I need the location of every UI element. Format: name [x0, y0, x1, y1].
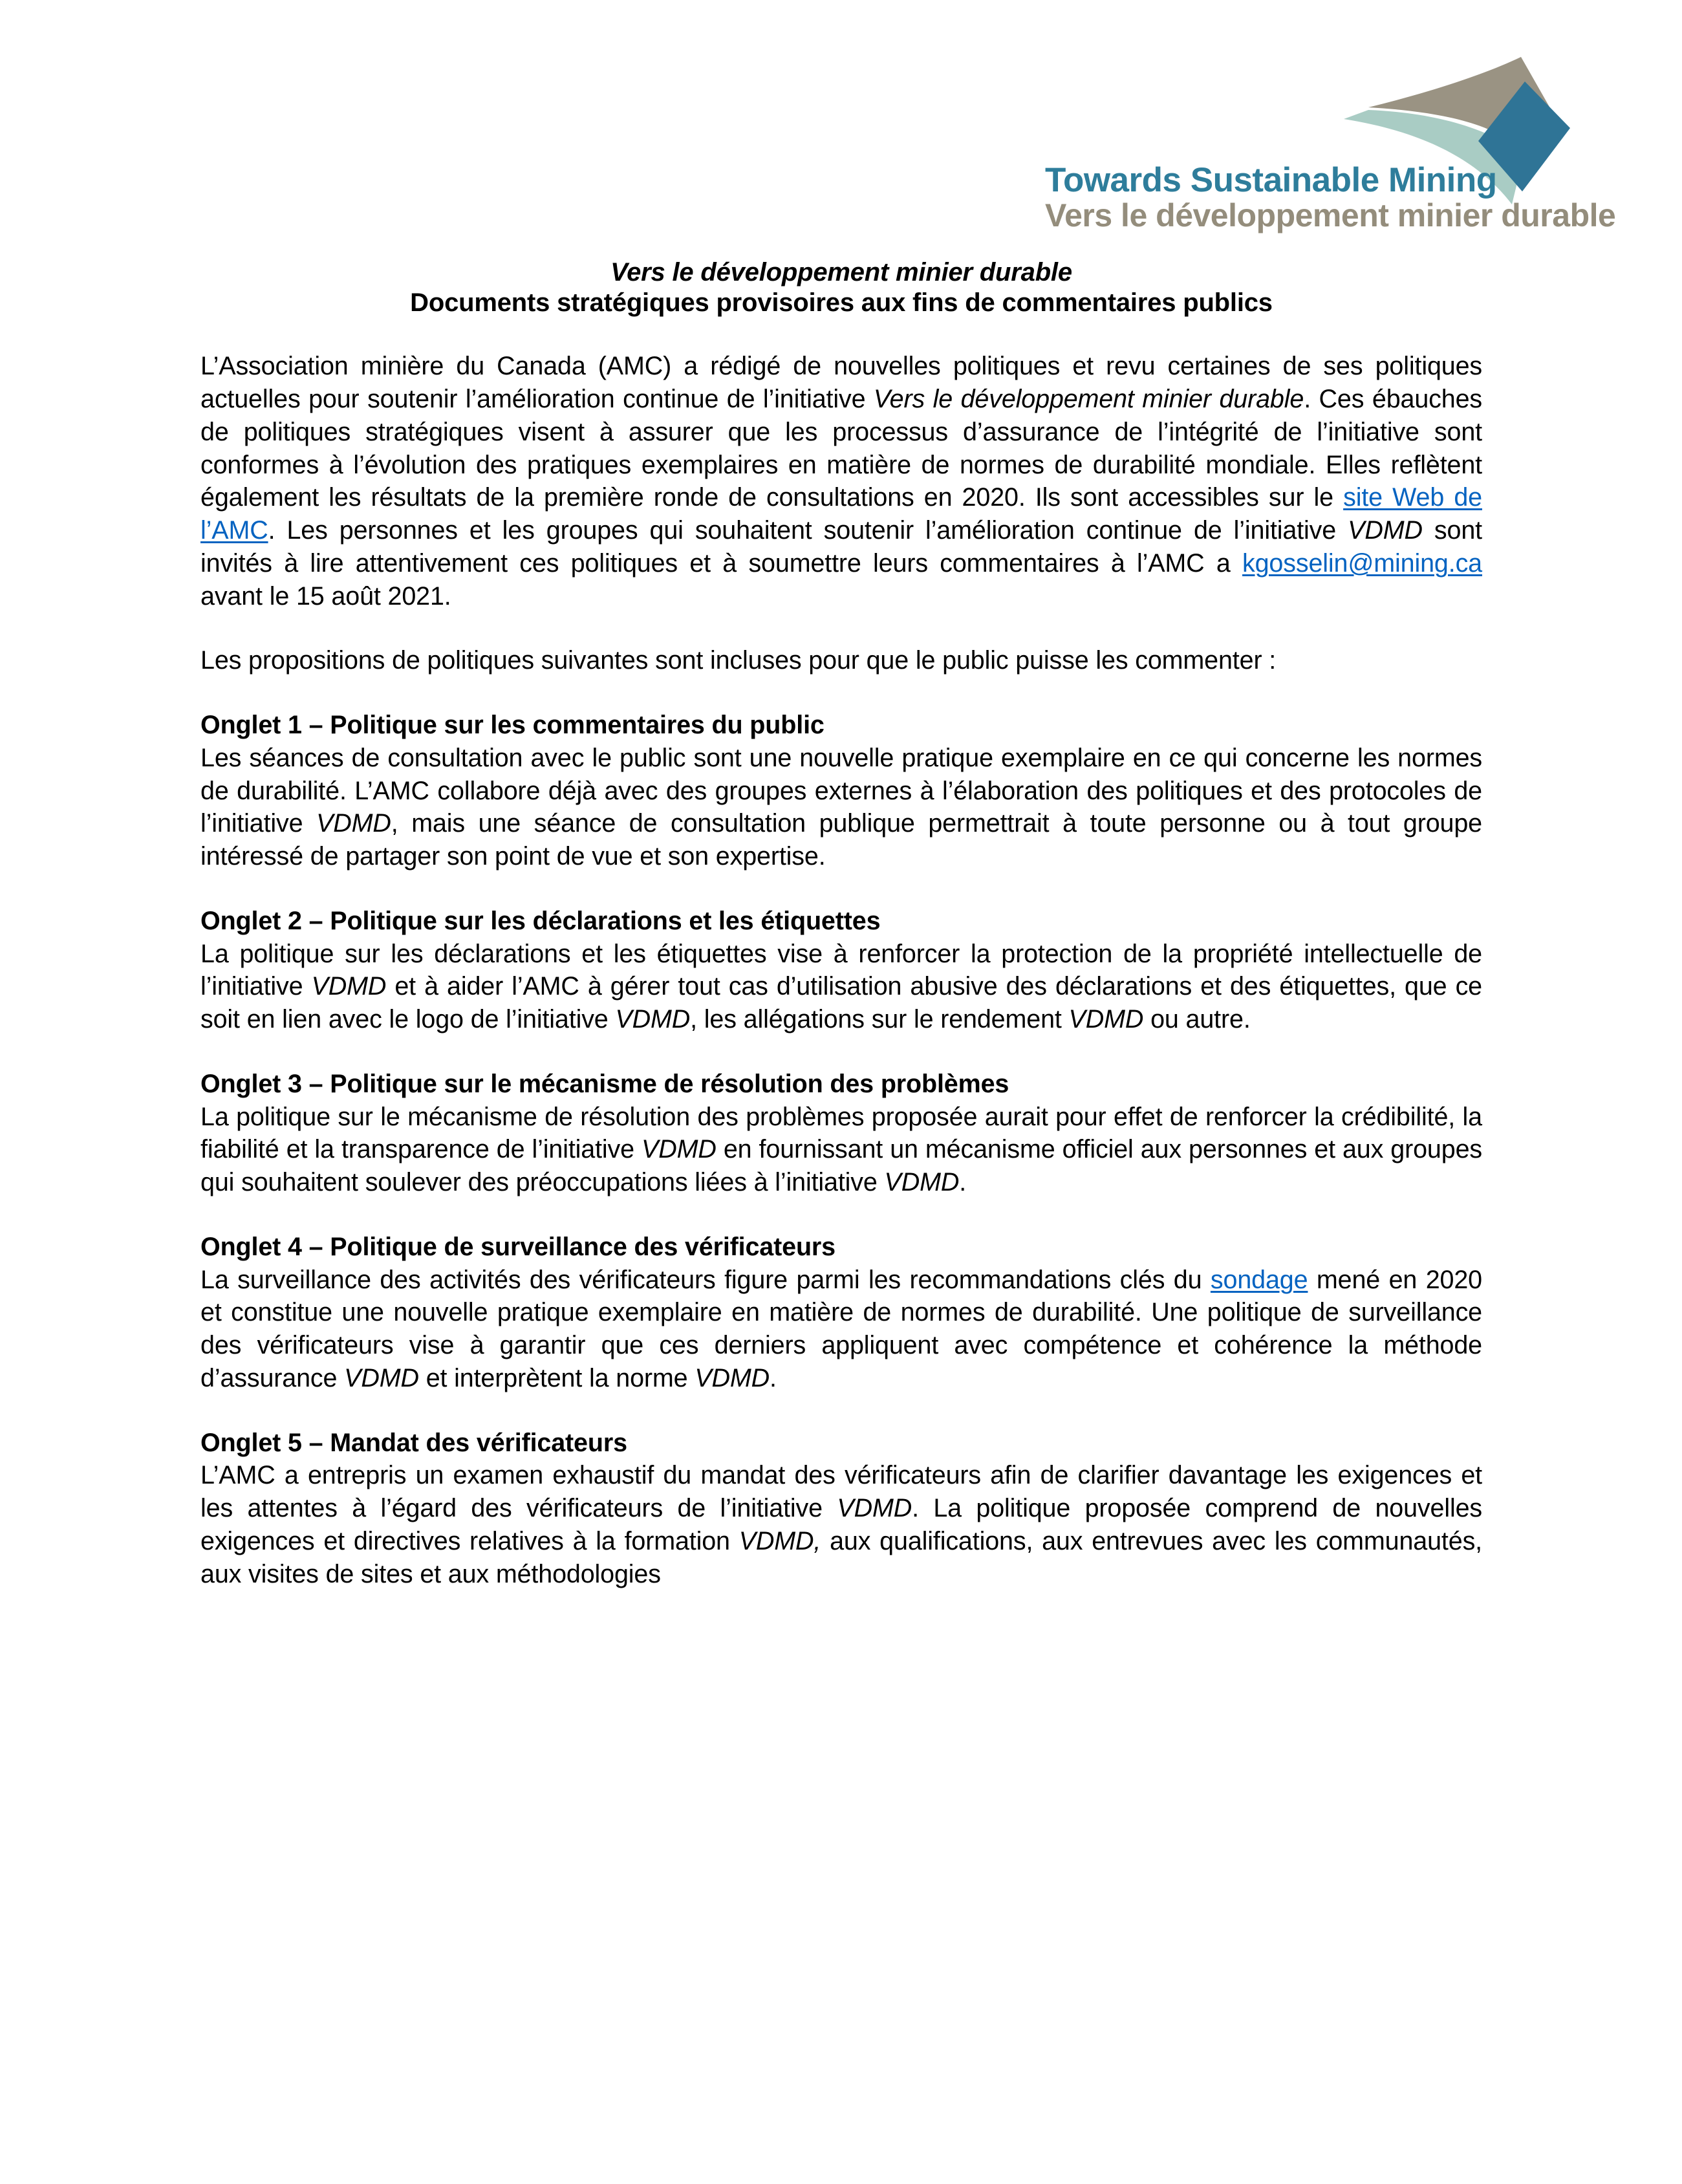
onglet4-text-3: et interprètent la norme [418, 1363, 695, 1392]
onglet3-text-1: La politique sur le mécanisme de résolution des problèmes proposée aurait pour effet de renforcer la crédibilité, la fiabilité et la transparence de l’initiative [200, 1102, 1482, 1164]
onglet5-text-2: . La politique proposée comprend de nouvelles exigences et directives relatives à la formation [200, 1494, 1482, 1555]
section-body-onglet-3 [200, 1101, 1482, 1199]
tsm-logo-text [1045, 160, 1616, 233]
onglet2-italic-2: VDMD [615, 1005, 691, 1034]
title-line-2: Documents stratégiques provisoires aux fins de commentaires publics [410, 288, 1273, 318]
onglet4-text-2: mené en 2020 et constitue une nouvelle pratique exemplaire en matière de normes de durabilité. Une politique de surveillance des vérificateurs vise à garantir que ces derniers appliquent avec compétence et cohérence la méthode d’assurance [200, 1265, 1482, 1392]
section-body-onglet-2 [200, 938, 1482, 1036]
intro-text-4: sont invités à lire attentivement ces politiques et à soumettre leurs commentaires à l’AMC a [200, 516, 1482, 578]
onglet1-text-1: Les séances de consultation avec le public sont une nouvelle pratique exemplaire en ce qui concerne les normes de durabilité. L’AMC collabore déjà avec des groupes externes à l’élaboration des politiques et des protocoles de l’initiative [200, 743, 1482, 838]
onglet2-text-2: et à aider l’AMC à gérer tout cas d’utilisation abusive des déclarations et des étiquettes, que ce soit en lien avec le logo de l’initiative [200, 972, 1482, 1034]
intro-italic-1: Vers le développement minier durable [873, 385, 1304, 414]
onglet3-italic-1: VDMD [642, 1135, 717, 1164]
intro-text-1: L’Association minière du Canada (AMC) a rédigé de nouvelles politiques et revu certaines de ses politiques actuelles pour soutenir l’amélioration continue de l’initiative [200, 352, 1482, 414]
logo-line-english: Towards Sustainable Mining [1045, 160, 1497, 199]
sondage-link[interactable]: sondage [1210, 1265, 1308, 1294]
section-body-onglet-4 [200, 1264, 1482, 1395]
onglet4-italic-1: VDMD [344, 1363, 419, 1392]
logo-line-french: Vers le développement minier durable [1045, 197, 1616, 233]
lead-in-paragraph: Les propositions de politiques suivantes sont incluses pour que le public puisse les commenter : [200, 646, 1277, 675]
section-body-onglet-5 [200, 1459, 1482, 1590]
tsm-logo [1045, 83, 1616, 233]
amc-website-link[interactable]: site Web de l’AMC [200, 483, 1482, 545]
intro-text-5: avant le 15 août 2021. [200, 581, 451, 611]
section-body-onglet-1 [200, 742, 1482, 873]
onglet1-italic-1: VDMD [316, 809, 391, 838]
onglet2-text-1: La politique sur les déclarations et les étiquettes vise à renforcer la protection de la propriété intellectuelle de l’initiative [200, 939, 1482, 1001]
onglet2-italic-1: VDMD [311, 972, 387, 1001]
onglet2-italic-3: VDMD [1068, 1005, 1144, 1034]
intro-paragraph [200, 350, 1482, 612]
page-title [200, 257, 1482, 318]
onglet2-text-3: , les allégations sur le rendement [690, 1005, 1069, 1034]
onglet3-italic-2: VDMD [884, 1168, 960, 1197]
title-line-1: Vers le développement minier durable [610, 258, 1072, 287]
onglet2-text-4: ou autre. [1143, 1005, 1251, 1034]
intro-text-2: . Ces ébauches de politiques stratégiques visent à assurer que les processus d’assurance de l’intégrité de l’initiative sont conformes à l’évolution des pratiques exemplaires en matière de normes de durabilité mondiale. Elles reflètent également les résultats de la première ronde de consultations en 2020. Ils sont accessibles sur le [200, 385, 1482, 512]
document-body [200, 257, 1482, 1590]
section-heading-onglet-4: Onglet 4 – Politique de surveillance des vérificateurs [200, 1232, 836, 1261]
onglet1-text-2: , mais une séance de consultation publique permettrait à toute personne ou à tout groupe intéressé de partager son point de vue et son expertise. [200, 809, 1482, 871]
intro-text-3: . Les personnes et les groupes qui souhaitent soutenir l’amélioration continue de l’initiative [268, 516, 1348, 545]
onglet5-text-1: L’AMC a entrepris un examen exhaustif du mandat des vérificateurs afin de clarifier davantage les exigences et les attentes à l’égard des vérificateurs de l’initiative [200, 1461, 1482, 1523]
section-heading-onglet-3: Onglet 3 – Politique sur le mécanisme de résolution des problèmes [200, 1069, 1009, 1098]
intro-italic-2: VDMD [1348, 516, 1423, 545]
onglet3-text-2: en fournissant un mécanisme officiel aux personnes et aux groupes qui souhaitent soulever des préoccupations liées à l’initiative [200, 1135, 1482, 1197]
email-link[interactable]: kgosselin@mining.ca [1242, 548, 1482, 578]
section-heading-onglet-1: Onglet 1 – Politique sur les commentaires du public [200, 711, 825, 740]
onglet4-text-4: . [770, 1363, 777, 1392]
onglet4-italic-2: VDMD [695, 1363, 770, 1392]
onglet5-italic-2: VDMD, [739, 1526, 821, 1555]
section-heading-onglet-5: Onglet 5 – Mandat des vérificateurs [200, 1428, 627, 1457]
onglet4-text-1: La surveillance des activités des vérificateurs figure parmi les recommandations clés du [200, 1265, 1211, 1294]
onglet3-text-3: . [959, 1168, 967, 1197]
onglet5-italic-1: VDMD [837, 1494, 912, 1523]
onglet5-text-3: aux qualifications, aux entrevues avec les communautés, aux visites de sites et aux méthodologies [200, 1526, 1482, 1588]
section-heading-onglet-2: Onglet 2 – Politique sur les déclarations et les étiquettes [200, 906, 881, 935]
